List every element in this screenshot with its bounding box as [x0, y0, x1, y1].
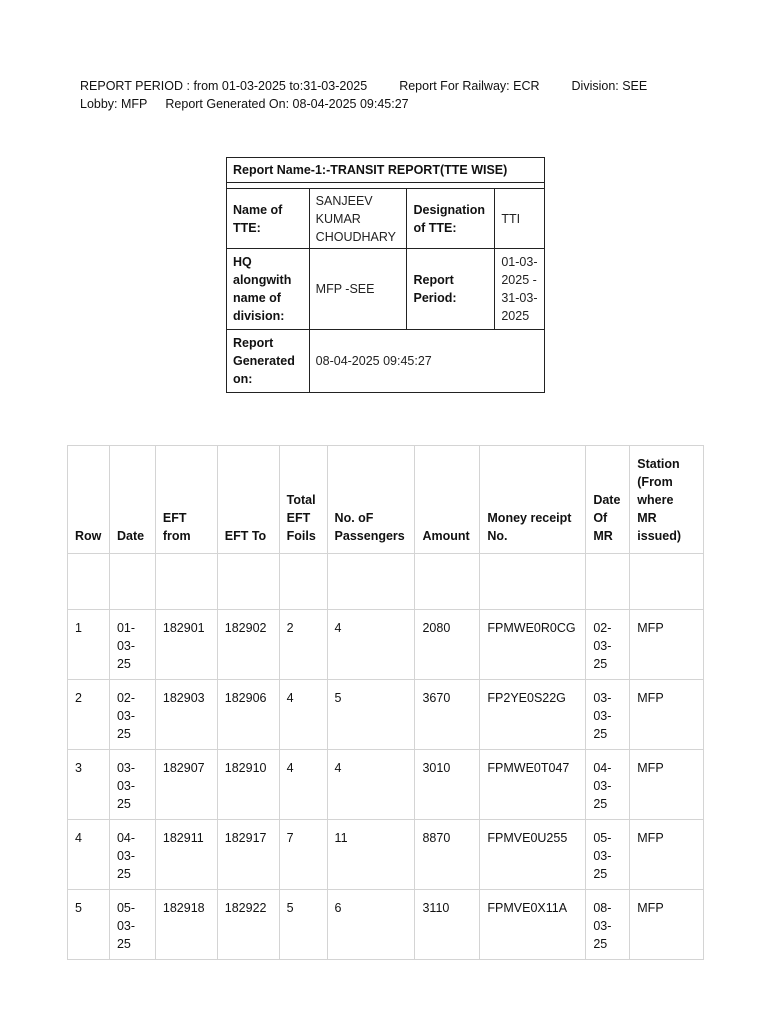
- col-header: Total EFT Foils: [279, 446, 327, 554]
- cell-date: 01-03-25: [109, 610, 155, 680]
- cell-passengers: 5: [327, 680, 415, 750]
- report-info-table: [226, 157, 545, 393]
- cell-date: 04-03-25: [109, 820, 155, 890]
- cell-mr-no: FP2YE0S22G: [480, 680, 586, 750]
- division-text: Division: SEE: [571, 79, 648, 93]
- cell-eft-from: 182903: [155, 680, 217, 750]
- cell-station: MFP: [630, 820, 704, 890]
- cell-foils: 7: [279, 820, 327, 890]
- table-row: [68, 750, 704, 820]
- cell-amount: 3010: [415, 750, 480, 820]
- cell-date: 05-03-25: [109, 890, 155, 960]
- cell-amount: 3670: [415, 680, 480, 750]
- col-header: EFT from: [155, 446, 217, 554]
- generated-label: Report Generated on:: [227, 330, 310, 393]
- hq-label: HQ alongwith name of division:: [227, 249, 310, 330]
- cell-mr-no: FPMVE0X11A: [480, 890, 586, 960]
- cell-mr-date: 03-03-25: [586, 680, 630, 750]
- cell-row: 5: [68, 890, 110, 960]
- designation-label: Designation of TTE:: [407, 189, 495, 249]
- col-header: Money receipt No.: [480, 446, 586, 554]
- hq-value: MFP -SEE: [309, 249, 407, 330]
- generated-on-text: Report Generated On: 08-04-2025 09:45:27: [165, 97, 409, 111]
- cell-eft-from: 182911: [155, 820, 217, 890]
- table-row: [68, 680, 704, 750]
- cell-eft-to: 182906: [217, 680, 279, 750]
- cell-amount: 3110: [415, 890, 480, 960]
- table-row: [68, 890, 704, 960]
- table-header-row: [68, 446, 704, 554]
- cell-station: MFP: [630, 680, 704, 750]
- cell-mr-date: 04-03-25: [586, 750, 630, 820]
- col-header: Amount: [415, 446, 480, 554]
- col-header: EFT To: [217, 446, 279, 554]
- cell-passengers: 11: [327, 820, 415, 890]
- cell-mr-date: 02-03-25: [586, 610, 630, 680]
- empty-row: [68, 554, 704, 610]
- railway-text: Report For Railway: ECR: [399, 79, 540, 93]
- cell-eft-to: 182917: [217, 820, 279, 890]
- tte-name-value: SANJEEV KUMAR CHOUDHARY: [309, 189, 407, 249]
- cell-foils: 4: [279, 750, 327, 820]
- cell-row: 3: [68, 750, 110, 820]
- col-header: Date: [109, 446, 155, 554]
- report-period-value: 01-03-2025 - 31-03-2025: [495, 249, 545, 330]
- cell-passengers: 4: [327, 610, 415, 680]
- transit-data-table: [67, 445, 704, 960]
- cell-passengers: 4: [327, 750, 415, 820]
- report-header-line-2: [80, 97, 409, 111]
- report-period-text: REPORT PERIOD : from 01-03-2025 to:31-03-2025: [80, 79, 368, 93]
- col-header: Station (From where MR issued): [630, 446, 704, 554]
- cell-row: 4: [68, 820, 110, 890]
- cell-mr-date: 05-03-25: [586, 820, 630, 890]
- cell-date: 03-03-25: [109, 750, 155, 820]
- cell-mr-no: FPMWE0R0CG: [480, 610, 586, 680]
- cell-mr-no: FPMWE0T047: [480, 750, 586, 820]
- cell-amount: 2080: [415, 610, 480, 680]
- cell-eft-to: 182910: [217, 750, 279, 820]
- cell-eft-from: 182918: [155, 890, 217, 960]
- cell-row: 1: [68, 610, 110, 680]
- report-header-line-1: [80, 79, 647, 93]
- cell-amount: 8870: [415, 820, 480, 890]
- cell-station: MFP: [630, 890, 704, 960]
- report-name-title: Report Name-1:-TRANSIT REPORT(TTE WISE): [227, 158, 545, 183]
- cell-eft-from: 182901: [155, 610, 217, 680]
- cell-foils: 5: [279, 890, 327, 960]
- cell-passengers: 6: [327, 890, 415, 960]
- table-row: [68, 610, 704, 680]
- report-period-label: Report Period:: [407, 249, 495, 330]
- cell-date: 02-03-25: [109, 680, 155, 750]
- cell-mr-date: 08-03-25: [586, 890, 630, 960]
- table-row: [68, 820, 704, 890]
- cell-eft-to: 182902: [217, 610, 279, 680]
- cell-eft-from: 182907: [155, 750, 217, 820]
- lobby-text: Lobby: MFP: [80, 97, 148, 111]
- cell-eft-to: 182922: [217, 890, 279, 960]
- tte-name-label: Name of TTE:: [227, 189, 310, 249]
- cell-station: MFP: [630, 750, 704, 820]
- designation-value: TTI: [495, 189, 545, 249]
- cell-row: 2: [68, 680, 110, 750]
- col-header: Date Of MR: [586, 446, 630, 554]
- cell-foils: 4: [279, 680, 327, 750]
- cell-foils: 2: [279, 610, 327, 680]
- col-header: No. oF Passengers: [327, 446, 415, 554]
- cell-station: MFP: [630, 610, 704, 680]
- col-header: Row: [68, 446, 110, 554]
- generated-value: 08-04-2025 09:45:27: [309, 330, 544, 393]
- cell-mr-no: FPMVE0U255: [480, 820, 586, 890]
